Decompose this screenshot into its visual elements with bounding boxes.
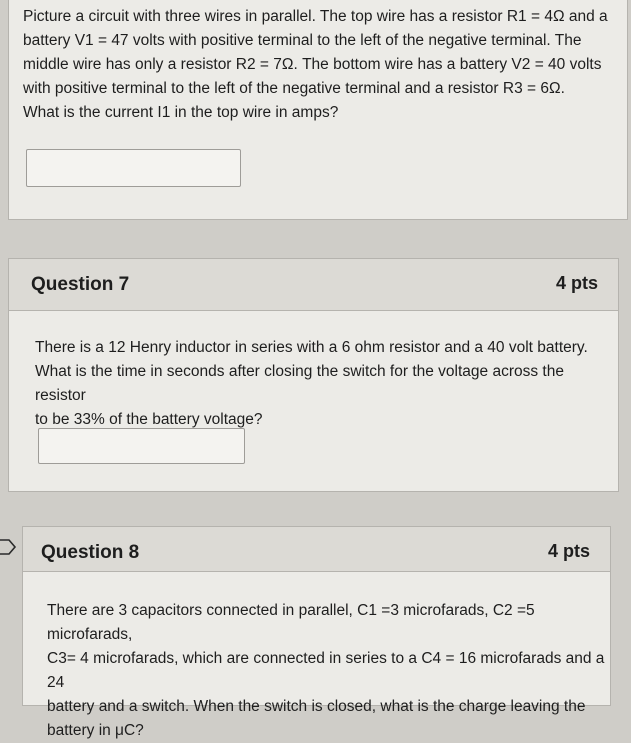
question-7-card: [8, 258, 619, 492]
question-8-text: There are 3 capacitors connected in parallel, C1 =3 microfarads, C2 =5 microfarads, C3= 4 microfarads, which are connected in series to a C4 = 16 microfarads and a 24 battery and a switch. When the switch is closed, what is the charge leaving the battery in μC?: [47, 602, 605, 739]
question-6-text: Picture a circuit with three wires in parallel. The top wire has a resistor R1 = 4Ω and a battery V1 = 47 volts with positive terminal to the left of the negative terminal. The middle wire has only a resistor R2 = 7Ω. The bottom wire has a battery V2 = 40 volts with positive terminal to the left of the negative terminal and a resistor R3 = 6Ω. What is the current I1 in the top wire in amps?: [23, 8, 608, 121]
question-7-points: 4 pts: [555, 273, 598, 293]
flag-icon[interactable]: [0, 537, 20, 557]
question-7-header: [9, 259, 618, 311]
question-7-text: There is a 12 Henry inductor in series with a 6 ohm resistor and a 40 volt battery. What is the time in seconds after closing the switch for the voltage across the resistor to be 33% of the battery voltage?: [35, 339, 588, 428]
question-8-header: [23, 527, 610, 572]
question-7-answer-input[interactable]: [38, 428, 245, 464]
question-6-card: [8, 0, 628, 220]
question-8-title: Question 8: [41, 542, 140, 563]
question-8-card: [22, 526, 611, 739]
question-8-points: 4 pts: [547, 541, 590, 561]
question-6-answer-input[interactable]: [26, 149, 241, 187]
question-7-title: Question 7: [31, 274, 130, 295]
